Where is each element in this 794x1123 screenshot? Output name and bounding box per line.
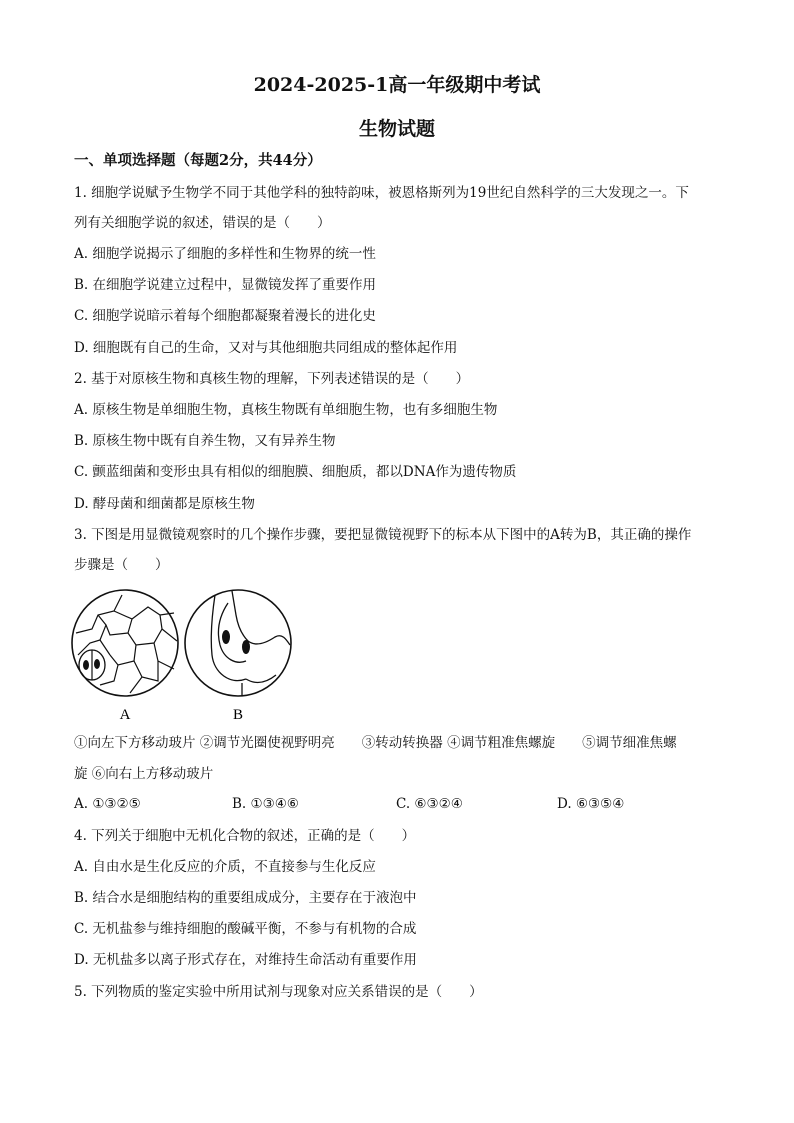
- q1-option-d: D. 细胞既有自己的生命，又对与其他细胞共同组成的整体起作用: [74, 340, 458, 356]
- q4-stem: 4. 下列关于细胞中无机化合物的叙述，正确的是（ ）: [74, 828, 416, 844]
- field-b: [185, 590, 291, 696]
- q1-option-b: B. 在细胞学说建立过程中，显微镜发挥了重要作用: [74, 277, 377, 293]
- exam-title: 2024-2025-1高一年级期中考试: [253, 74, 541, 96]
- q3-option-b: B. ①③④⑥: [232, 796, 299, 812]
- field-a-label: A: [119, 707, 131, 723]
- q4-option-d: D. 无机盐多以离子形式存在，对维持生命活动有重要作用: [74, 952, 417, 968]
- q3-steps-line1: ①向左下方移动玻片 ②调节光圈使视野明亮 ③转动转换器 ④调节粗准焦螺旋 ⑤调节细准焦螺: [74, 735, 677, 751]
- q4-option-b: B. 结合水是细胞结构的重要组成成分，主要存在于液泡中: [74, 890, 417, 906]
- field-a: [72, 590, 178, 696]
- q3-stem-line1: 3. 下图是用显微镜观察时的几个操作步骤，要把显微镜视野下的标本从下图中的A转为B，其正确的操作: [74, 527, 692, 543]
- q2-option-a: A. 原核生物是单细胞生物，真核生物既有单细胞生物，也有多细胞生物: [74, 402, 498, 418]
- q1-stem-line1: 1. 细胞学说赋予生物学不同于其他学科的独特韵味，被恩格斯列为19世纪自然科学的三大发现之一。下: [74, 185, 689, 201]
- q5-stem: 5. 下列物质的鉴定实验中所用试剂与现象对应关系错误的是（ ）: [74, 984, 483, 1000]
- q2-stem: 2. 基于对原核生物和真核生物的理解，下列表述错误的是（ ）: [74, 371, 470, 387]
- q3-option-d: D. ⑥③⑤④: [557, 796, 625, 812]
- exam-subtitle: 生物试题: [358, 118, 435, 140]
- microscope-field-figure: [70, 585, 300, 725]
- q3-option-c: C. ⑥③②④: [396, 796, 463, 812]
- section-heading: 一、单项选择题（每题2分，共44分）: [74, 152, 322, 169]
- q3-stem-line2: 步骤是（ ）: [74, 557, 169, 573]
- q2-option-b: B. 原核生物中既有自养生物，又有异养生物: [74, 433, 336, 449]
- field-b-label: B: [232, 707, 244, 723]
- q2-option-d: D. 酵母菌和细菌都是原核生物: [74, 496, 255, 512]
- q4-option-a: A. 自由水是生化反应的介质，不直接参与生化反应: [74, 859, 376, 875]
- q1-option-a: A. 细胞学说揭示了细胞的多样性和生物界的统一性: [74, 246, 376, 262]
- q1-stem-line2: 列有关细胞学说的叙述，错误的是（ ）: [74, 215, 331, 231]
- q1-option-c: C. 细胞学说暗示着每个细胞都凝聚着漫长的进化史: [74, 308, 376, 324]
- q2-option-c: C. 颤蓝细菌和变形虫具有相似的细胞膜、细胞质，都以DNA作为遗传物质: [74, 464, 517, 480]
- q3-steps-line2: 旋 ⑥向右上方移动玻片: [74, 766, 214, 782]
- q3-option-a: A. ①③②⑤: [74, 796, 141, 812]
- q4-option-c: C. 无机盐参与维持细胞的酸碱平衡，不参与有机物的合成: [74, 921, 417, 937]
